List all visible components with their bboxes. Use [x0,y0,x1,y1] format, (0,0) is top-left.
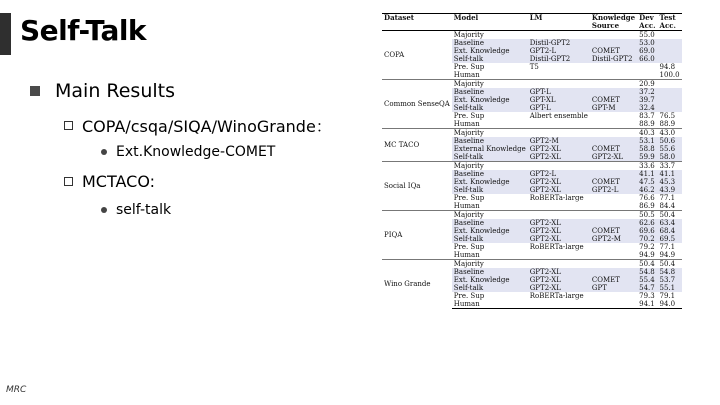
cell-dev: 55.4 [637,276,657,284]
cell-ks: COMET [590,227,637,235]
table-row [382,31,682,40]
cell-ks [590,219,637,227]
cell-ks: GPT [590,284,637,292]
cell-dev: 69.6 [637,227,657,235]
cell-test: 55.6 [658,145,682,153]
bullet-copa [64,114,332,137]
cell-ks: GPT2-L [590,186,637,194]
cell-lm: GPT2-M [528,137,590,145]
cell-dev: 66.0 [637,55,657,63]
cell-model: Human [453,120,480,128]
cell-ks [590,31,637,40]
cell-dataset: Wino Grande [382,260,452,309]
cell-lm: RoBERTa-large [529,292,584,300]
cell-test: 54.8 [658,268,682,276]
cell-dev: 94.9 [639,251,655,259]
cell-lm [528,71,590,80]
cell-test [658,88,682,96]
cell-lm: GPT2-XL [528,219,590,227]
table-row [382,211,682,220]
cell-test [658,80,682,89]
title-accent-bar [0,13,11,55]
cell-test: 33.7 [658,162,682,171]
cell-lm: GPT2-XL [528,153,590,162]
cell-lm: GPT2-XL [528,178,590,186]
cell-lm: GPT2-XL [528,284,590,292]
cell-ks [590,202,637,211]
cell-ks: COMET [590,47,637,55]
cell-model: Ext. Knowledge [452,178,528,186]
cell-lm [528,120,590,129]
bullet-main-results [30,80,175,102]
square-bullet-icon [30,86,40,96]
cell-dev [637,63,657,71]
cell-dev: 59.9 [637,153,657,162]
cell-test: 94.9 [659,251,676,259]
cell-lm: Distil-GPT2 [528,55,590,63]
table-row [382,162,682,171]
cell-ks [590,243,637,251]
cell-lm [528,129,590,138]
cell-dev: 88.9 [639,120,655,128]
cell-lm: GPT-L [528,88,590,96]
cell-lm: GPT2-XL [528,268,590,276]
cell-ks [590,129,637,138]
cell-model: Pre. Sup [453,63,485,71]
cell-lm [528,31,590,40]
cell-dev: 86.9 [639,202,655,210]
bullet-text: Ext.Knowledge-COMET [116,144,276,160]
cell-model: Baseline [452,268,528,276]
cell-lm: GPT2-L [528,170,590,178]
cell-lm: T5 [529,63,539,71]
cell-dev [637,71,657,80]
cell-dataset: Social IQa [382,162,452,211]
cell-ks: GPT-M [590,104,637,112]
cell-test: 43.0 [658,129,682,138]
cell-dev: 79.3 [639,292,655,300]
cell-model: Pre. Sup [453,243,485,251]
cell-dataset: COPA [382,31,452,80]
cell-ks: COMET [590,178,637,186]
cell-model: Pre. Sup [453,194,485,202]
cell-dev: 47.5 [637,178,657,186]
cell-lm: GPT2-XL [528,186,590,194]
cell-ks: COMET [590,145,637,153]
cell-test: 45.3 [658,178,682,186]
cell-model: Baseline [452,137,528,145]
dot-bullet-icon [101,149,107,155]
cell-model: Majority [452,80,528,89]
cell-dev: 33.6 [637,162,657,171]
cell-test: 77.1 [659,194,676,202]
cell-dev: 54.7 [637,284,657,292]
cell-model: Ext. Knowledge [452,96,528,104]
cell-model: Majority [452,260,528,269]
cell-ks [590,170,637,178]
cell-dev: 54.8 [637,268,657,276]
cell-lm [528,251,590,260]
cell-test [658,47,682,55]
cell-dev: 37.2 [637,88,657,96]
cell-model: Baseline [452,88,528,96]
cell-model: Self-talk [452,235,528,243]
cell-lm: Albert ensemble [529,112,588,120]
cell-lm [528,300,590,309]
cell-dev: 94.1 [637,300,657,309]
cell-dev: 62.6 [637,219,657,227]
cell-model: Majority [452,211,528,220]
hollow-square-bullet-icon [64,177,73,186]
cell-lm: GPT2-XL [528,227,590,235]
cell-dev: 20.9 [637,80,657,89]
cell-dev: 58.8 [637,145,657,153]
cell-lm [528,162,590,171]
cell-model: Majority [452,129,528,138]
header-test-acc: Test Acc. [658,14,682,31]
cell-dev: 50.5 [637,211,657,220]
cell-dev: 50.4 [637,260,657,269]
cell-test: 76.5 [659,112,676,120]
cell-test: 94.8 [659,63,676,71]
cell-lm: RoBERTa-large [529,194,584,202]
cell-ks: COMET [590,276,637,284]
header-lm: LM [528,14,590,31]
cell-test [658,31,682,40]
header-knowledge-source: Knowledge Source [591,13,636,30]
bullet-self-talk [101,202,171,218]
cell-test: 100.0 [659,71,680,79]
cell-lm [528,211,590,220]
cell-dev: 83.7 [639,112,655,120]
cell-lm: RoBERTa-large [529,243,584,251]
cell-test [658,55,682,63]
cell-ks [590,63,637,71]
cell-model: Human [453,71,480,79]
cell-ks: Distil-GPT2 [590,55,637,63]
cell-lm [528,260,590,269]
cell-test: 88.9 [659,120,676,128]
cell-dev: 53.0 [637,39,657,47]
cell-model: Human [452,300,528,309]
header-dataset: Dataset [382,14,452,31]
cell-test [658,104,682,112]
cell-test: 50.4 [658,260,682,269]
cell-dev: 79.2 [639,243,655,251]
bullet-ext-knowledge [101,144,275,160]
cell-lm [528,202,590,211]
cell-model: Ext. Knowledge [452,227,528,235]
cell-ks: GPT2-M [590,235,637,243]
cell-model: Baseline [452,39,528,47]
cell-test: 58.0 [658,153,682,162]
cell-dev: 41.1 [637,170,657,178]
cell-test: 55.1 [658,284,682,292]
dot-bullet-icon [101,207,107,213]
table-row [382,80,682,89]
cell-test: 63.4 [658,219,682,227]
cell-ks [590,251,637,260]
bullet-text: COPA/csqa/SIQA/WinoGrande： [82,117,332,136]
cell-test: 53.7 [658,276,682,284]
cell-test: 77.1 [659,243,676,251]
cell-dev: 69.0 [637,47,657,55]
cell-dev: 55.0 [637,31,657,40]
cell-lm: GPT2-XL [528,235,590,243]
header-model: Model [452,14,528,31]
table-header-row [382,14,682,31]
table-row [382,129,682,138]
cell-model: Self-talk [452,153,528,162]
cell-model: Majority [452,31,528,40]
cell-test: 43.9 [658,186,682,194]
cell-model: Ext. Knowledge [452,47,528,55]
cell-dev: 40.3 [637,129,657,138]
cell-test: 41.1 [658,170,682,178]
cell-test: 79.1 [659,292,676,300]
cell-model: Human [453,202,480,210]
cell-dataset: Common SenseQA [382,80,452,129]
cell-model: External Knowledge [453,145,526,153]
cell-ks [590,88,637,96]
cell-ks [590,39,637,47]
cell-test: 68.4 [658,227,682,235]
cell-ks [590,137,637,145]
footer-label: MRC [6,385,27,395]
bullet-text: self-talk [116,202,172,218]
cell-model: Self-talk [452,104,528,112]
cell-ks [590,268,637,276]
cell-ks [590,194,637,202]
table-row [382,260,682,269]
slide-title: Self-Talk [20,14,147,47]
cell-model: Self-talk [452,186,528,194]
cell-test: 50.6 [658,137,682,145]
bullet-text: MCTACO: [82,172,156,191]
cell-ks [590,112,637,120]
cell-test: 94.0 [658,300,682,309]
cell-lm: Distil-GPT2 [528,39,590,47]
cell-lm: GPT-L [528,104,590,112]
cell-ks [590,292,637,300]
hollow-square-bullet-icon [64,121,73,130]
bullet-text: Main Results [55,80,176,102]
cell-dev: 32.4 [637,104,657,112]
cell-model: Self-talk [452,284,528,292]
cell-dev: 46.2 [637,186,657,194]
cell-lm: GPT2-L [528,47,590,55]
cell-model: Ext. Knowledge [452,276,528,284]
cell-ks [590,300,637,309]
cell-test: 84.4 [659,202,676,210]
cell-ks: GPT2-XL [590,153,637,162]
cell-model: Self-talk [452,55,528,63]
cell-ks [590,120,637,129]
cell-model: Pre. Sup [453,112,485,120]
cell-model: Majority [452,162,528,171]
cell-lm: GPT2-XL [528,145,590,153]
bullet-mctaco [64,172,155,191]
cell-dataset: MC TACO [382,129,452,162]
cell-test: 69.5 [658,235,682,243]
cell-ks [590,211,637,220]
cell-dev: 53.1 [637,137,657,145]
results-table [382,13,680,309]
cell-test [658,39,682,47]
cell-ks [590,80,637,89]
cell-dev: 39.7 [637,96,657,104]
cell-lm [528,80,590,89]
cell-lm: GPT-XL [528,96,590,104]
cell-ks [590,260,637,269]
header-dev-acc: Dev Acc. [639,13,656,30]
cell-test: 50.4 [658,211,682,220]
cell-model: Baseline [452,219,528,227]
cell-test [658,96,682,104]
cell-dev: 76.6 [639,194,655,202]
cell-model: Pre. Sup [453,292,485,300]
cell-ks [590,71,637,80]
cell-lm: GPT2-XL [528,276,590,284]
cell-dataset: PIQA [382,211,452,260]
cell-model: Human [453,251,480,259]
cell-dev: 70.2 [637,235,657,243]
cell-model: Baseline [452,170,528,178]
cell-ks: COMET [590,96,637,104]
cell-ks [590,162,637,171]
